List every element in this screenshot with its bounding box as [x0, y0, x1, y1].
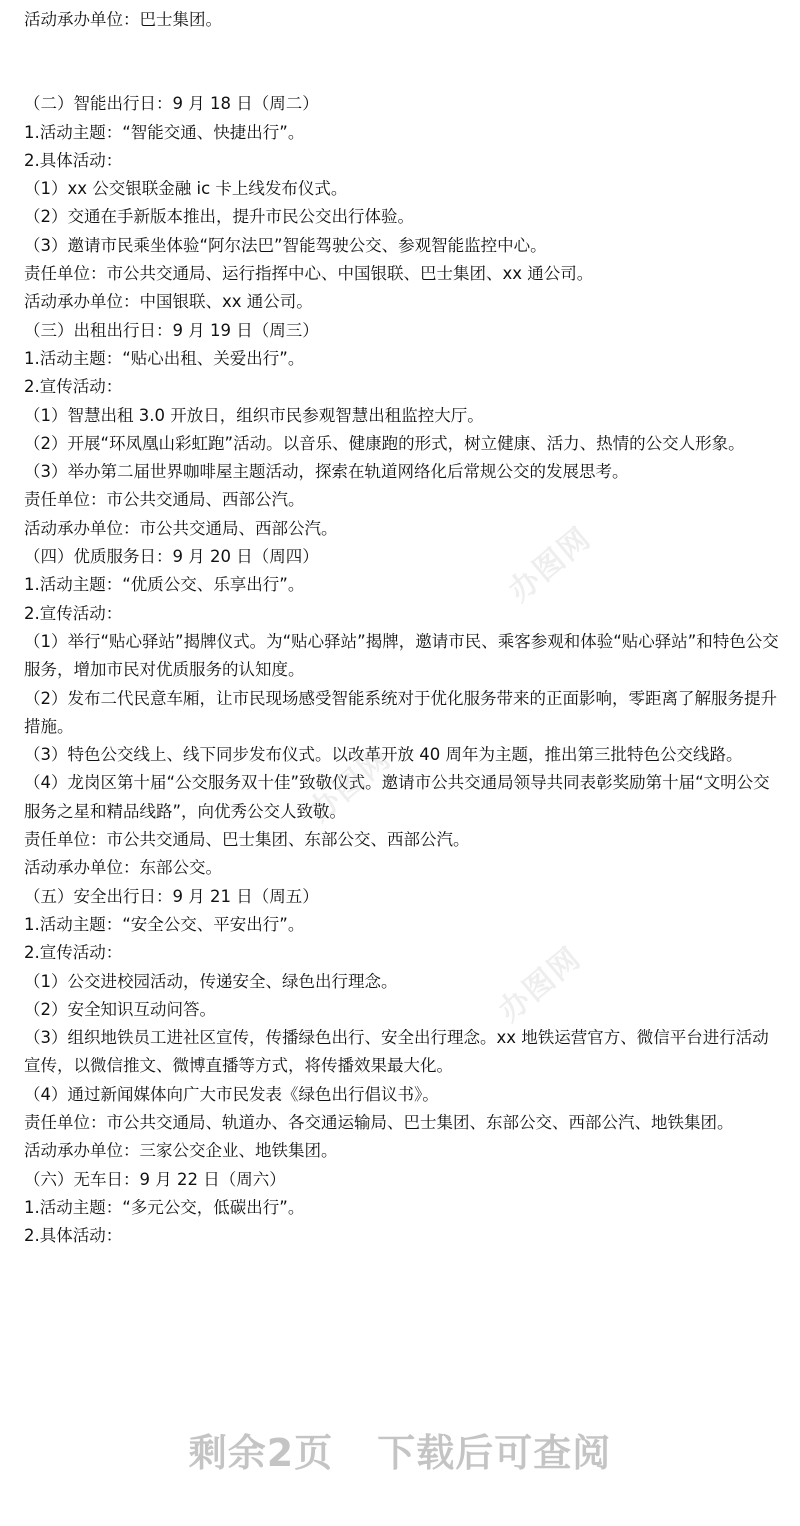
section-line: 责任单位：市公共交通局、西部公汽。 [24, 490, 305, 510]
section-line: 1.活动主题：“安全公交、平安出行”。 [24, 914, 305, 934]
section-line: 活动承办单位：东部公交。 [24, 858, 222, 878]
section-heading: （二）智能出行日：9 月 18 日（周二） [24, 94, 319, 114]
section-line: 2.具体活动： [24, 1226, 123, 1246]
section-line: （1）公交进校园活动，传递安全、绿色出行理念。 [24, 971, 398, 991]
section-line: 责任单位：市公共交通局、运行指挥中心、中国银联、巴士集团、xx 通公司。 [24, 264, 594, 284]
document-body [24, 0, 780, 1250]
section-line: 1.活动主题：“优质公交、乐享出行”。 [24, 575, 305, 595]
section-line: （2）安全知识互动问答。 [24, 999, 216, 1019]
download-to-view-text: 下载后可查阅 [377, 1431, 612, 1475]
section-line: （1）举行“贴心驿站”揭牌仪式。为“贴心驿站”揭牌，邀请市民、乘客参观和体验“贴心驿站”和特色公交服务，增加市民对优质服务的认知度。 [24, 631, 779, 680]
remaining-pages-text: 剩余2页 [188, 1431, 334, 1475]
section-line: （3）邀请市民乘坐体验“阿尔法巴”智能驾驶公交、参观智能监控中心。 [24, 235, 547, 255]
section-heading: （三）出租出行日：9 月 19 日（周三） [24, 320, 319, 340]
section-line: （3）举办第二届世界咖啡屋主题活动，探索在轨道网络化后常规公交的发展思考。 [24, 462, 629, 482]
section-heading: （五）安全出行日：9 月 21 日（周五） [24, 886, 319, 906]
section-line: 活动承办单位：三家公交企业、地铁集团。 [24, 1141, 338, 1161]
section-line: （1）xx 公交银联金融 ic 卡上线发布仪式。 [24, 179, 348, 199]
section-line: 活动承办单位：中国银联、xx 通公司。 [24, 292, 313, 312]
section-line: （3）组织地铁员工进社区宣传，传播绿色出行、安全出行理念。xx 地铁运营官方、微信平台进行活动宣传，以微信推文、微博直播等方式，将传播效果最大化。 [24, 1028, 769, 1076]
section-line: 2.宣传活动： [24, 943, 123, 963]
section-heading: （六）无车日：9 月 22 日（周六） [24, 1169, 286, 1189]
section-line: 责任单位：市公共交通局、巴士集团、东部公交、西部公汽。 [24, 830, 470, 850]
sections-container [24, 90, 780, 1250]
section-line: （4）通过新闻媒体向广大市民发表《绿色出行倡议书》。 [24, 1084, 439, 1104]
section-line: 1.活动主题：“多元公交，低碳出行”。 [24, 1197, 305, 1217]
section-line: 2.宣传活动： [24, 603, 123, 623]
section-line: 责任单位：市公共交通局、轨道办、各交通运输局、巴士集团、东部公交、西部公汽、地铁集团。 [24, 1112, 734, 1132]
partial-top-line: 活动承办单位：巴士集团。 [24, 10, 222, 29]
watermark: 办图网 [492, 940, 589, 1029]
section-line: 2.宣传活动： [24, 377, 123, 397]
section-line: （2）交通在手新版本推出，提升市民公交出行体验。 [24, 207, 414, 227]
download-notice[interactable] [0, 1422, 800, 1477]
watermark: 办图网 [302, 740, 399, 829]
watermark: 办图网 [502, 520, 599, 609]
section-line: （3）特色公交线上、线下同步发布仪式。以改革开放 40 周年为主题，推出第三批特色公交线路。 [24, 745, 743, 765]
section-line: 2.具体活动： [24, 150, 123, 170]
section-line: （2）开展“环凤凰山彩虹跑”活动。以音乐、健康跑的形式，树立健康、活力、热情的公交人形象。 [24, 433, 745, 453]
section-line: （2）发布二代民意车厢，让市民现场感受智能系统对于优化服务带来的正面影响，零距离了解服务提升措施。 [24, 688, 777, 736]
section-line: （1）智慧出租 3.0 开放日，组织市民参观智慧出租监控大厅。 [24, 405, 484, 425]
section-line: 活动承办单位：市公共交通局、西部公汽。 [24, 518, 338, 538]
section-line: （4）龙岗区第十届“公交服务双十佳”致敬仪式。邀请市公共交通局领导共同表彰奖励第十届“文明公交服务之星和精品线路”，向优秀公交人致敬。 [24, 773, 770, 821]
section-line: 1.活动主题：“智能交通、快捷出行”。 [24, 122, 305, 142]
section-heading: （四）优质服务日：9 月 20 日（周四） [24, 547, 319, 567]
section-gap [24, 34, 780, 90]
section-line: 1.活动主题：“贴心出租、关爱出行”。 [24, 348, 305, 368]
